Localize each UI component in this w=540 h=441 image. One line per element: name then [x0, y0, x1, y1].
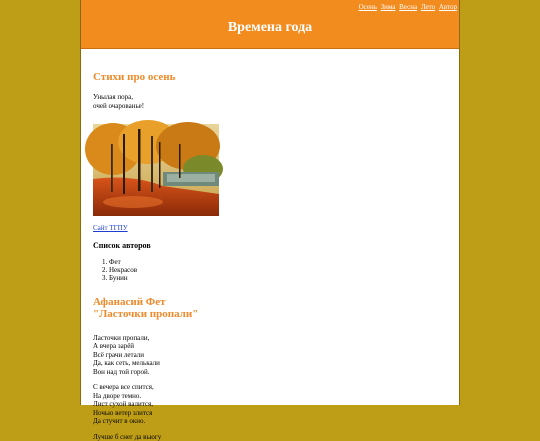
autumn-forest-image: [93, 124, 219, 216]
tspu-site-link[interactable]: Сайт ТГПУ: [93, 224, 128, 232]
poem-line: А вчера зарёй: [93, 342, 447, 351]
site-header: [81, 0, 459, 49]
poem-line: Ласточки пропали,: [93, 334, 447, 343]
intro-line-1: Унылая пора,: [93, 93, 447, 102]
page-container: [80, 0, 460, 405]
poem-line: Лист сухой валится,: [93, 400, 447, 409]
main-content: [81, 71, 459, 441]
poem-stanza-2: [93, 383, 447, 426]
top-nav: [357, 3, 457, 11]
site-title: Времена года: [81, 20, 459, 36]
poem-line: Лучше б снег да вьюгу: [93, 433, 447, 441]
poem-line: На дворе темно.: [93, 392, 447, 401]
list-item: 3. Бунин: [109, 274, 447, 282]
nav-link-author[interactable]: Автор: [439, 3, 457, 11]
poem-line: Вон над той горой.: [93, 368, 447, 377]
poem-line: Всё грачи летали: [93, 351, 447, 360]
nav-link-spring[interactable]: Весна: [399, 3, 417, 11]
poem-heading: [93, 296, 447, 320]
intro-line-2: очей очарованье!: [93, 102, 447, 111]
authors-list-heading: Список авторов: [93, 241, 447, 250]
list-item: 2. Некрасов: [109, 266, 447, 274]
nav-link-winter[interactable]: Зима: [381, 3, 396, 11]
section-heading-autumn-poems: Стихи про осень: [93, 71, 447, 83]
nav-link-autumn[interactable]: Осень: [359, 3, 377, 11]
nav-link-summer[interactable]: Лето: [421, 3, 435, 11]
poem-stanza-1: [93, 334, 447, 377]
poem-line: С вечера все спится,: [93, 383, 447, 392]
poem-line: Ночью ветер злится: [93, 409, 447, 418]
poem-stanza-3: [93, 433, 447, 441]
poem-author: Афанасий Фет: [93, 296, 166, 308]
list-item: 1. Фет: [109, 258, 447, 266]
poem-line: Да стучит в окно.: [93, 417, 447, 426]
poem-title: "Ласточки пропали": [93, 308, 198, 320]
poem-line: Да, как сеть, мелькали: [93, 359, 447, 368]
authors-list: [93, 258, 447, 282]
